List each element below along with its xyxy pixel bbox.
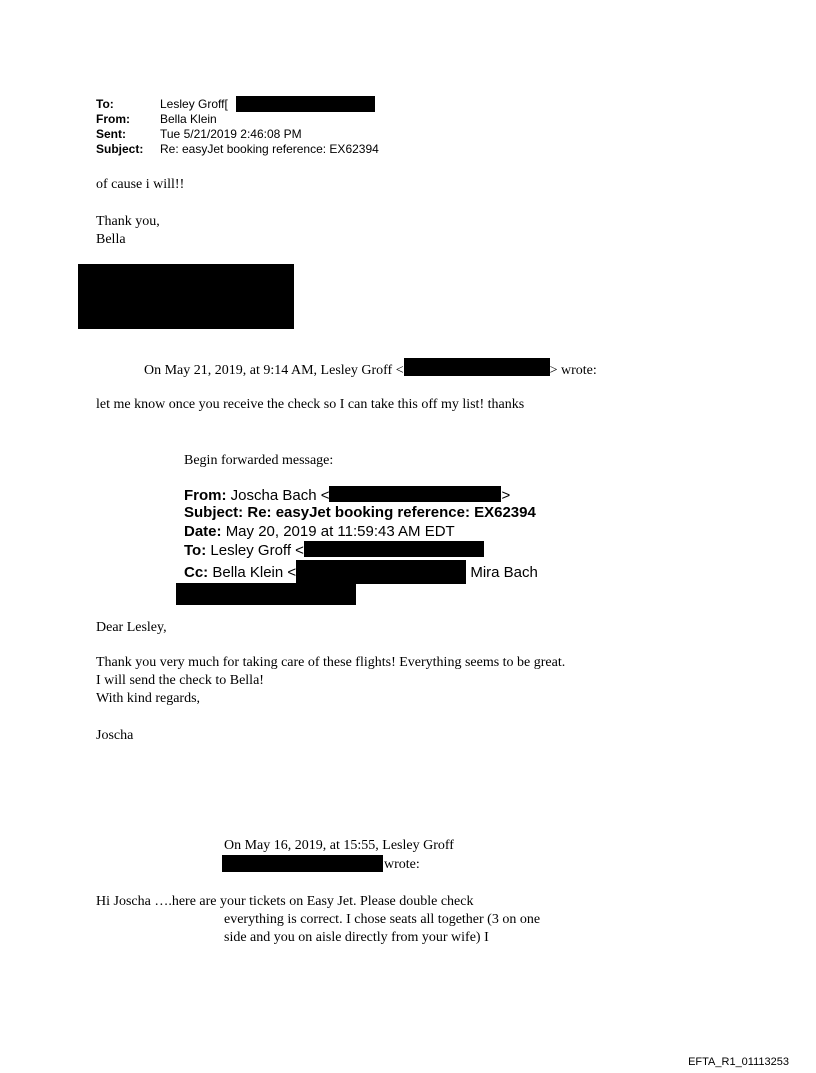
quote2-body-line2: everything is correct. I chose seats all together (3 on one [224, 912, 541, 927]
document-id: EFTA_R1_01113253 [688, 1056, 789, 1068]
message2-signature: Joscha [96, 728, 134, 743]
quote1-intro-pre: On May 21, 2019, at 9:14 AM, Lesley Groff < [144, 363, 404, 378]
reply-line: of cause i will!! [96, 177, 185, 192]
header-sent-row [96, 127, 556, 142]
from-value: Bella Klein [160, 112, 217, 126]
reply-thanks: Thank you, [96, 214, 160, 229]
forwarded-date-value: May 20, 2019 at 11:59:43 AM EDT [225, 523, 455, 540]
quote2-wrote: wrote: [384, 857, 420, 872]
quote2-body-line1: Hi Joscha ….here are your tickets on Easy Jet. Please double check [96, 894, 474, 909]
message2-greeting: Dear Lesley, [96, 620, 167, 635]
forwarded-date-label: Date: [184, 523, 222, 540]
forwarded-subject-label: Subject: [184, 504, 244, 521]
forwarded-begin: Begin forwarded message: [184, 453, 334, 468]
redaction-bar [329, 486, 501, 502]
forwarded-from-value: Joscha Bach < [230, 487, 330, 504]
redaction-bar [176, 583, 356, 605]
subject-label: Subject: [96, 142, 144, 156]
header-from-row [96, 112, 556, 127]
forwarded-from-tail: > [501, 487, 511, 504]
forwarded-cc-value: Bella Klein < [212, 564, 297, 581]
forwarded-subject-line [184, 504, 536, 522]
forwarded-cc-line [184, 560, 538, 584]
redaction-bar [222, 855, 383, 872]
quote1-intro-post: > wrote: [549, 363, 597, 378]
subject-value: Re: easyJet booking reference: EX62394 [160, 142, 379, 156]
redaction-bar [296, 560, 466, 584]
redaction-bar [236, 96, 375, 112]
quote1-body: let me know once you receive the check so I can take this off my list! thanks [96, 397, 525, 412]
redaction-bar [404, 358, 550, 376]
forwarded-from-line [184, 486, 510, 505]
forwarded-to-value: Lesley Groff < [210, 542, 304, 559]
forwarded-to-label: To: [184, 542, 207, 559]
to-value: Lesley Groff[ [160, 97, 228, 111]
sent-label: Sent: [96, 127, 126, 141]
forwarded-cc-label: Cc: [184, 564, 209, 581]
redaction-bar [304, 541, 484, 557]
forwarded-date-line [184, 523, 455, 541]
quote2-body-line3: side and you on aisle directly from your wife) I [224, 930, 489, 945]
forwarded-subject-value: Re: easyJet booking reference: EX62394 [247, 504, 536, 521]
message2-line1: Thank you very much for taking care of these flights! Everything seems to be great. [96, 655, 566, 670]
message2-line2: I will send the check to Bella! [96, 673, 264, 688]
quote2-intro: On May 16, 2019, at 15:55, Lesley Groff [224, 838, 454, 853]
header-to-row [96, 97, 556, 112]
sent-value: Tue 5/21/2019 2:46:08 PM [160, 127, 302, 141]
forwarded-cc-tail: Mira Bach [470, 564, 538, 581]
quote1-intro [144, 358, 597, 379]
email-header [96, 97, 556, 159]
header-subject-row [96, 142, 556, 157]
forwarded-to-line [184, 541, 484, 560]
from-label: From: [96, 112, 130, 126]
reply-signature: Bella [96, 232, 126, 247]
to-label: To: [96, 97, 114, 111]
redaction-block [78, 264, 294, 329]
forwarded-from-label: From: [184, 487, 227, 504]
message2-line3: With kind regards, [96, 691, 201, 706]
